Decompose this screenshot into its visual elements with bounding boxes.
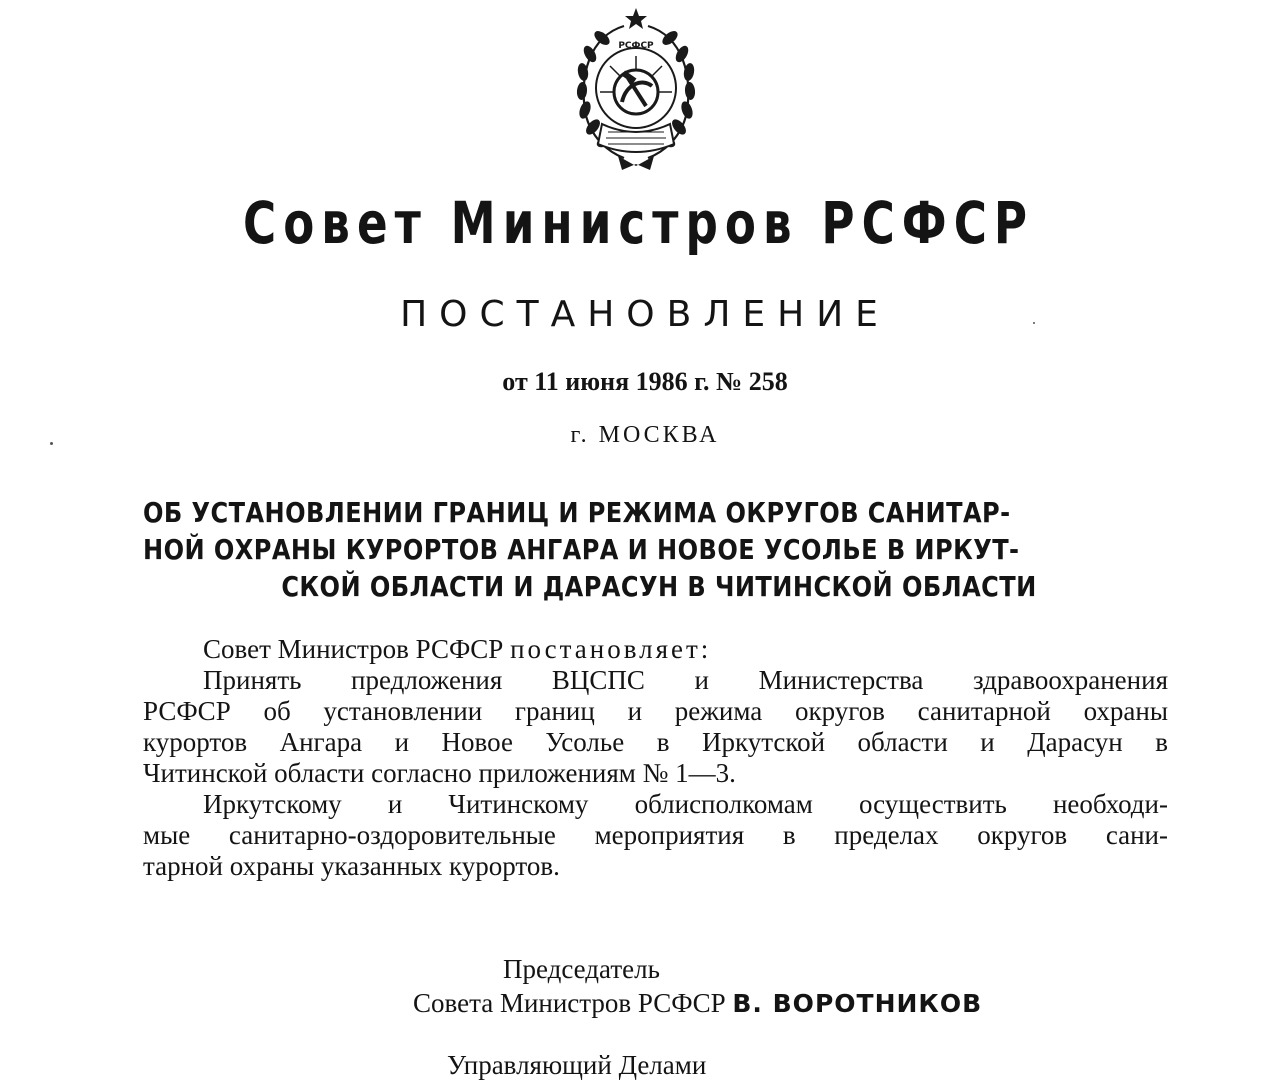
document-date-number: от 11 июня 1986 г. № 258 [502,367,788,396]
emblem-inscription: РСФСР [618,41,654,51]
paragraph-1-line: РСФСР об установлении границ и режима округов санитарной охраны [143,696,1168,726]
document-type: ПОСТАНОВЛЕНИЕ [400,294,890,335]
paragraph-1-line: Читинской области согласно приложениям № 1—3. [143,758,736,788]
emblem-image [572,6,700,174]
document-heading [143,494,1175,605]
scan-speck [50,442,53,445]
manager-title: Управляющий Делами [447,1050,707,1080]
heading-line: НОЙ ОХРАНЫ КУРОРТОВ АНГАРА И НОВОЕ УСОЛЬЕ В ИРКУТ- [143,533,1020,566]
signature-title-line2 [413,986,982,1021]
paragraph-2-line: тарной охраны указанных курортов. [143,851,560,881]
paragraph-2-line: Иркутскому и Читинскому облисполкомам осуществить необходи- [203,789,1168,819]
decree-intro-line [143,634,1168,665]
document-body [143,634,1168,882]
signature-title-line1: Председатель [503,954,660,984]
decree-verb: постановляет: [510,634,712,664]
paragraph-1-line: курортов Ангара и Новое Усолье в Иркутской области и Дарасун в [143,727,1168,757]
signature-council: Совета Министров РСФСР [413,988,726,1018]
heading-line: ОБ УСТАНОВЛЕНИИ ГРАНИЦ И РЕЖИМА ОКРУГОВ САНИТАР- [143,496,1011,529]
council-title: Совет Министров РСФСР [242,189,1035,257]
heading-line: СКОЙ ОБЛАСТИ И ДАРАСУН В ЧИТИНСКОЙ ОБЛАСТИ [281,570,1037,603]
paragraph-1-line: Принять предложения ВЦСПС и Министерства здравоохранения [203,665,1168,695]
star-icon [625,8,647,29]
scan-speck [1033,322,1035,324]
document-city: г. МОСКВА [570,422,720,448]
decree-intro: Совет Министров РСФСР [203,634,504,664]
paragraph-2-line: мые санитарно-оздоровительные мероприятия в пределах округов сани- [143,820,1168,850]
signature-name: В. ВОРОТНИКОВ [732,989,983,1018]
